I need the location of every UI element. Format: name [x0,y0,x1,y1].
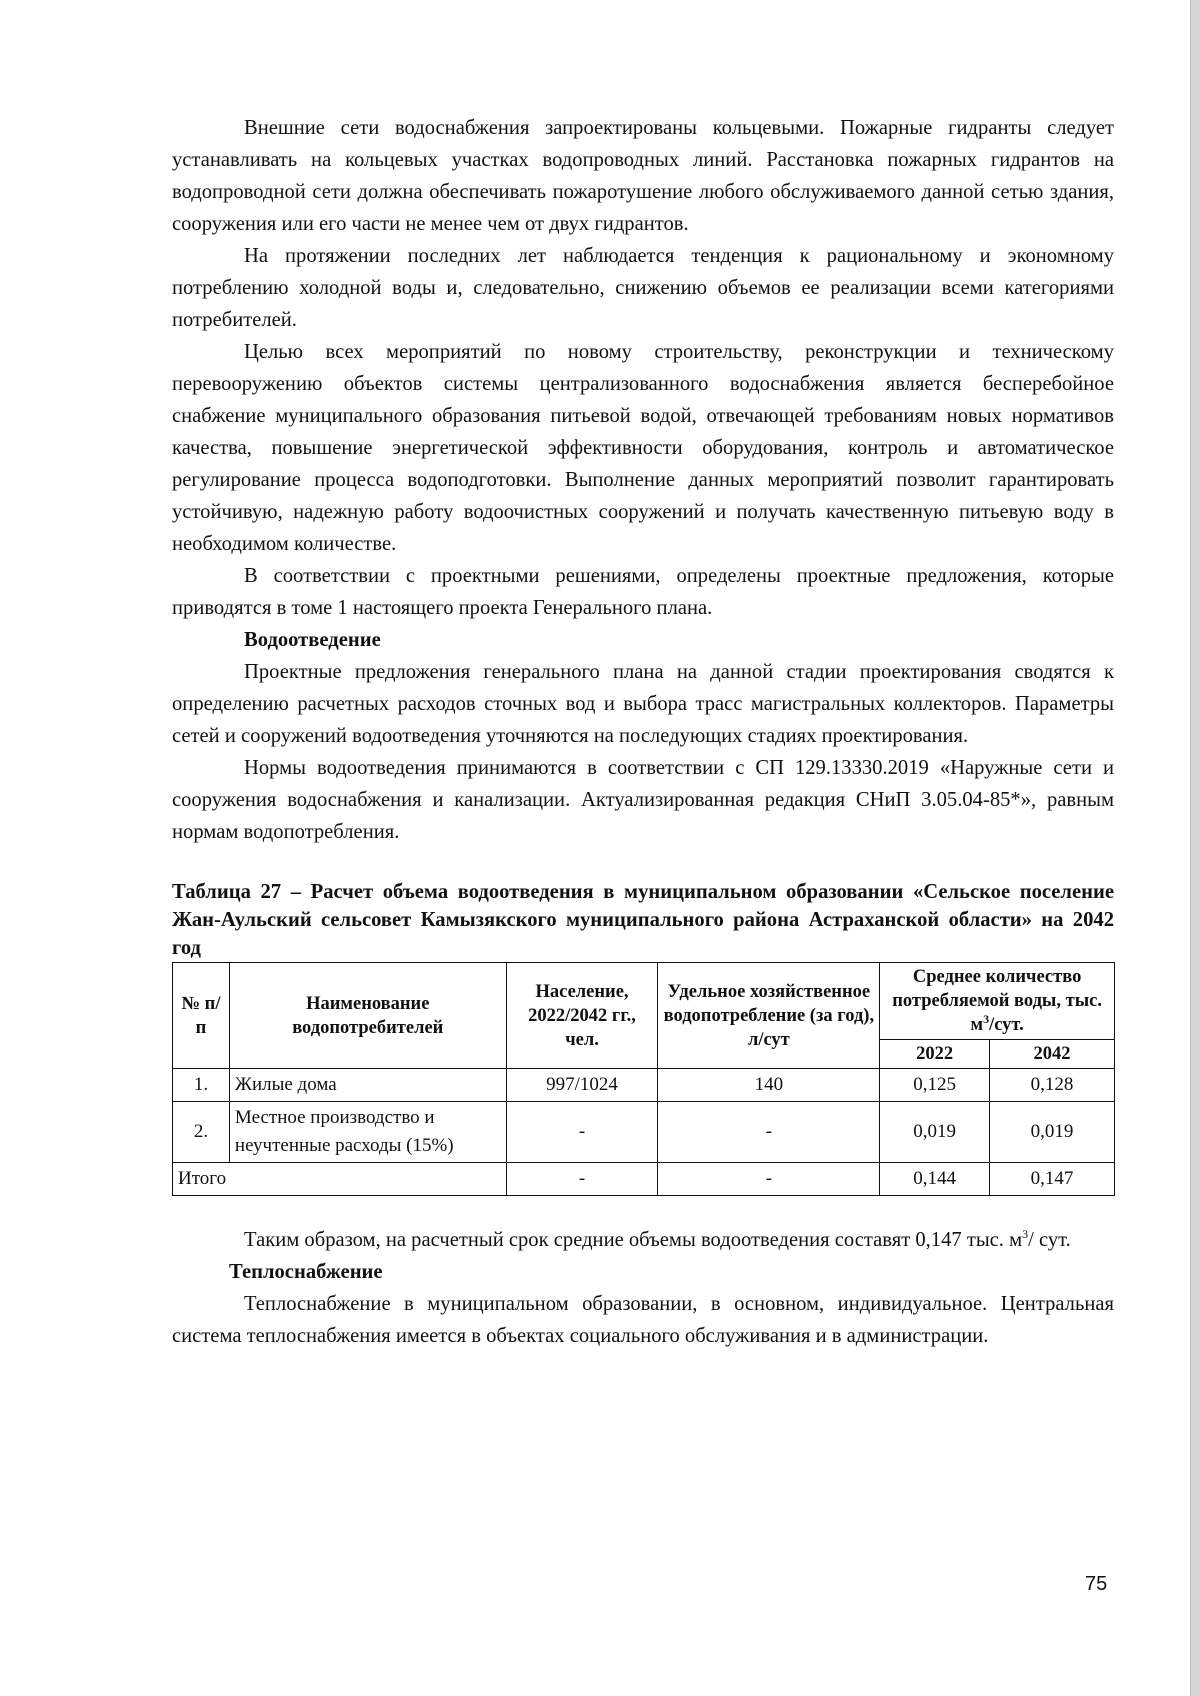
paragraph-sewage-design: Проектные предложения генерального плана на данной стадии проектирования сводятся к определению расчетных расходов сточных вод и выбора трасс магистральных коллекторов. Параметры сетей и сооружений водоотведения уточняются на последующих стадиях проектирования. [172,661,1114,747]
cell-population: - [506,1102,658,1163]
document-page [172,112,1114,1352]
cell-num: 1. [173,1069,230,1102]
header-num: № п/п [173,963,230,1069]
cell-total-2042: 0,147 [990,1163,1115,1196]
header-year-2042: 2042 [990,1040,1115,1069]
cell-2022: 0,125 [880,1069,990,1102]
header-name: Наименование водопотребителей [229,963,506,1069]
cell-name: Местное производство и неучтенные расходы (15%) [229,1102,506,1163]
cell-total-2022: 0,144 [880,1163,990,1196]
paragraph-consumption-trend: На протяжении последних лет наблюдается тенденция к рациональному и экономному потреблению холодной воды и, следовательно, снижению объемов ее реализации всеми категориями потребителей. [172,245,1114,331]
cell-norm: - [658,1102,880,1163]
paragraph-project-proposals: В соответствии с проектными решениями, определены проектные предложения, которые приводятся в томе 1 настоящего проекта Генерального плана. [172,565,1114,619]
cell-2022: 0,019 [880,1102,990,1163]
table-total-row [173,1163,1115,1196]
heading-vodootvedenie: Водоотведение [244,629,381,651]
paragraph-fire-hydrants: Внешние сети водоснабжения запроектированы кольцевыми. Пожарные гидранты следует устанавливать на кольцевых участках водопроводных линий. Расстановка пожарных гидрантов на водопроводной сети должна обеспечивать пожаротушение любого обслуживаемого данной сетью здания, сооружения или его части не менее чем от двух гидрантов. [172,117,1114,235]
cell-2042: 0,019 [990,1102,1115,1163]
heading-teplosnabzhenie: Теплоснабжение [229,1261,383,1283]
header-year-2022: 2022 [880,1040,990,1069]
cell-population: 997/1024 [506,1069,658,1102]
header-population: Население, 2022/2042 гг., чел. [506,963,658,1069]
cell-total-norm: - [658,1163,880,1196]
table-caption: Таблица 27 – Расчет объема водоотведения в муниципальном образовании «Сельское поселение Жан-Аульский сельсовет Камызякского муниципального района Астраханской области» на 2042 год [172,881,1114,959]
cell-name: Жилые дома [229,1069,506,1102]
cell-num: 2. [173,1102,230,1163]
cell-total-label: Итого [173,1163,507,1196]
cell-total-population: - [506,1163,658,1196]
paragraph-heating: Теплоснабжение в муниципальном образовании, в основном, индивидуальное. Центральная система теплоснабжения имеется в объектах социального обслуживания и в администрации. [172,1293,1114,1347]
header-norm: Удельное хозяйственное водопотребление (за год), л/сут [658,963,880,1069]
sewage-volume-table [172,962,1115,1196]
viewer-right-edge [1190,0,1200,1696]
table-header-row [173,963,1115,1040]
paragraph-measures-goal: Целью всех мероприятий по новому строительству, реконструкции и техническому перевооружению объектов системы централизованного водоснабжения является бесперебойное снабжение муниципального образования питьевой водой, отвечающей требованиям новых нормативов качества, повышение энергетической эффективности оборудования, контроль и автоматическое регулирование процесса водоподготовки. Выполнение данных мероприятий позволит гарантировать устойчивую, надежную работу водоочистных сооружений и получать качественную питьевую воду в необходимом количестве. [172,341,1114,555]
header-average-consumption: Среднее количество потребляемой воды, тыс. $м^3$/сут. [880,963,1115,1040]
table-row [173,1102,1115,1163]
cell-2042: 0,128 [990,1069,1115,1102]
paragraph-conclusion: Таким образом, на расчетный срок средние объемы водоотведения составят 0,147 тыс. $м^3/$ сут. [244,1227,1071,1251]
table-row [173,1069,1115,1102]
paragraph-sewage-norms: Нормы водоотведения принимаются в соответствии с СП 129.13330.2019 «Наружные сети и сооружения водоснабжения и канализации. Актуализированная редакция СНиП 3.05.04-85*», равным нормам водопотребления. [172,757,1114,843]
page-number: 75 [1085,1573,1108,1595]
cell-norm: 140 [658,1069,880,1102]
